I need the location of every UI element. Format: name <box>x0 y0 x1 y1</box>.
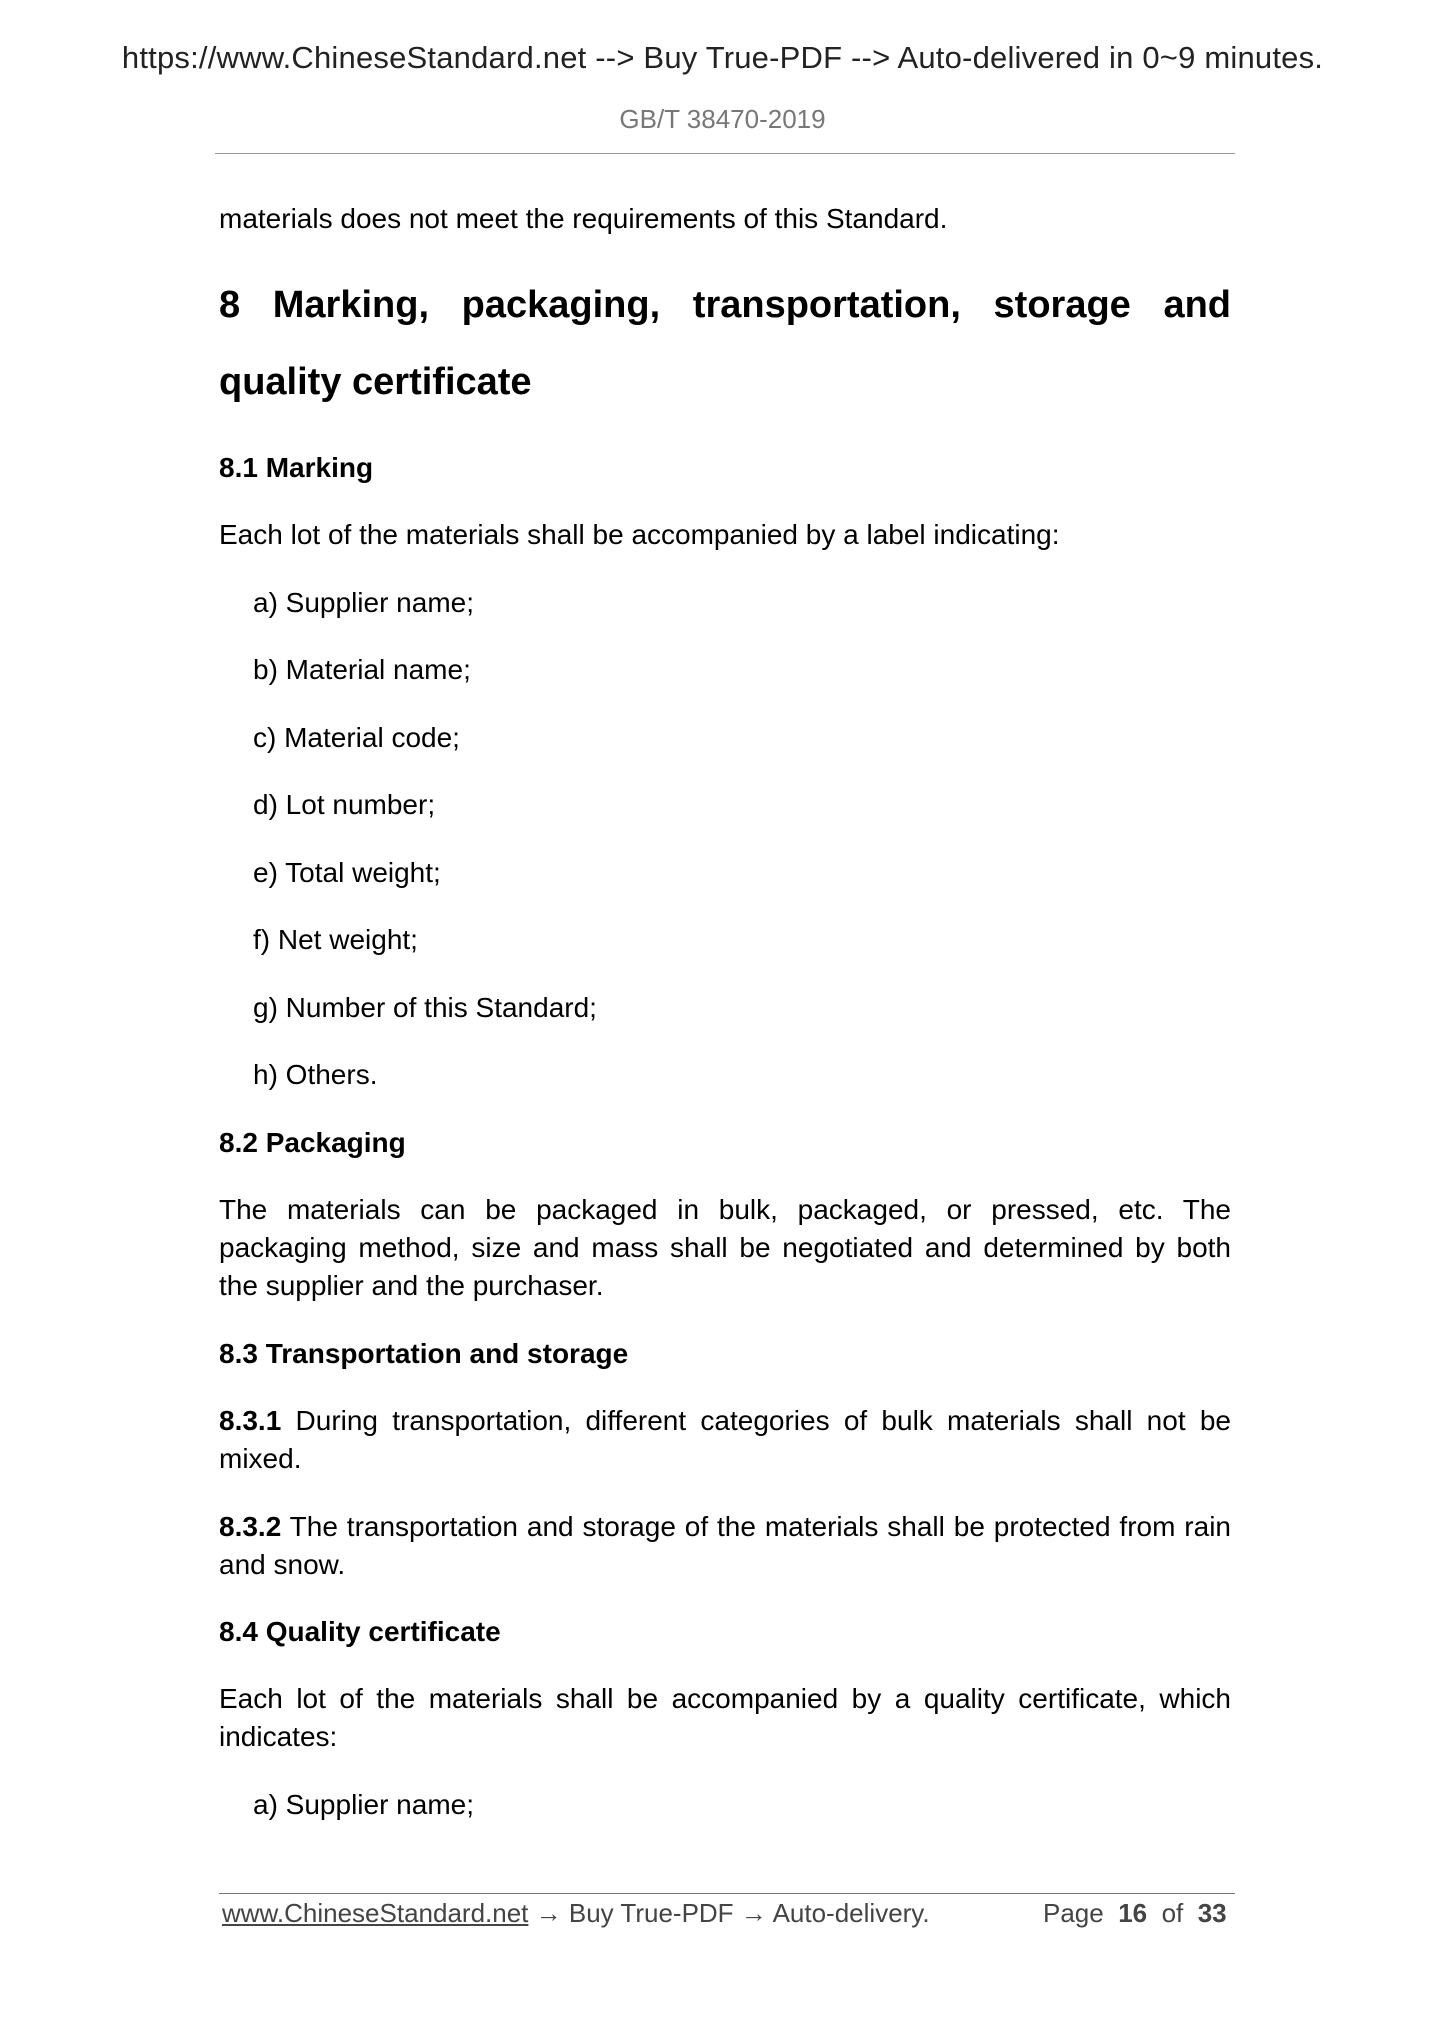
marking-item-e: e) Total weight; <box>253 857 441 888</box>
marking-item-a: a) Supplier name; <box>253 587 475 618</box>
clause-8-3-1 <box>219 1402 1231 1478</box>
clause-8-3-1-text: During transportation, different categories of bulk materials shall not be mixed. <box>219 1405 1231 1474</box>
current-page: 16 <box>1118 1898 1148 1928</box>
footer-divider <box>219 1893 1235 1894</box>
section-8-1-heading: 8.1 Marking <box>219 452 374 483</box>
continuation-paragraph: materials does not meet the requirements of this Standard. <box>219 203 948 234</box>
clause-8-3-2 <box>219 1508 1231 1584</box>
section-8-4-text: Each lot of the materials shall be accompanied by a quality certificate, which indicates: <box>219 1683 1231 1752</box>
section-8-2-heading: 8.2 Packaging <box>219 1127 406 1158</box>
certificate-item-a: a) Supplier name; <box>253 1789 475 1820</box>
standard-code: GB/T 38470-2019 <box>619 104 826 134</box>
page-word: Page <box>1043 1898 1104 1928</box>
section-8-1-intro: Each lot of the materials shall be accompanied by a label indicating: <box>219 519 1060 550</box>
clause-8-3-2-number: 8.3.2 <box>219 1511 282 1542</box>
section-8-3-heading: 8.3 Transportation and storage <box>219 1338 629 1369</box>
section-8-heading-line1: 8 Marking, packaging, transportation, storage and <box>219 284 1231 326</box>
section-8-2-text: The materials can be packaged in bulk, packaged, or pressed, etc. The packaging method, size and mass shall be negotiated and determined by both the supplier and the purchaser. <box>219 1194 1231 1301</box>
source-banner: https://www.ChineseStandard.net --> Buy True-PDF --> Auto-delivered in 0~9 minutes. <box>121 40 1324 75</box>
footer-tagline: → Buy True-PDF → Auto-delivery. <box>528 1898 930 1928</box>
clause-8-3-1-number: 8.3.1 <box>219 1405 282 1436</box>
marking-item-d: d) Lot number; <box>253 789 436 820</box>
of-word: of <box>1161 1898 1184 1928</box>
marking-item-c: c) Material code; <box>253 722 460 753</box>
header-divider <box>215 153 1235 154</box>
marking-item-h: h) Others. <box>253 1059 378 1090</box>
total-pages: 33 <box>1197 1898 1227 1928</box>
section-8-heading-line2: quality certificate <box>219 361 532 403</box>
clause-8-3-2-text: The transportation and storage of the materials shall be protected from rain and snow. <box>219 1511 1231 1580</box>
marking-item-g: g) Number of this Standard; <box>253 992 597 1023</box>
page-number <box>1043 1895 1227 1931</box>
footer-source <box>222 1895 930 1931</box>
marking-item-f: f) Net weight; <box>253 924 418 955</box>
section-8-heading <box>219 267 1231 421</box>
section-8-4-heading: 8.4 Quality certificate <box>219 1616 501 1647</box>
footer-website-link[interactable]: www.ChineseStandard.net <box>222 1898 529 1928</box>
marking-item-b: b) Material name; <box>253 654 471 685</box>
